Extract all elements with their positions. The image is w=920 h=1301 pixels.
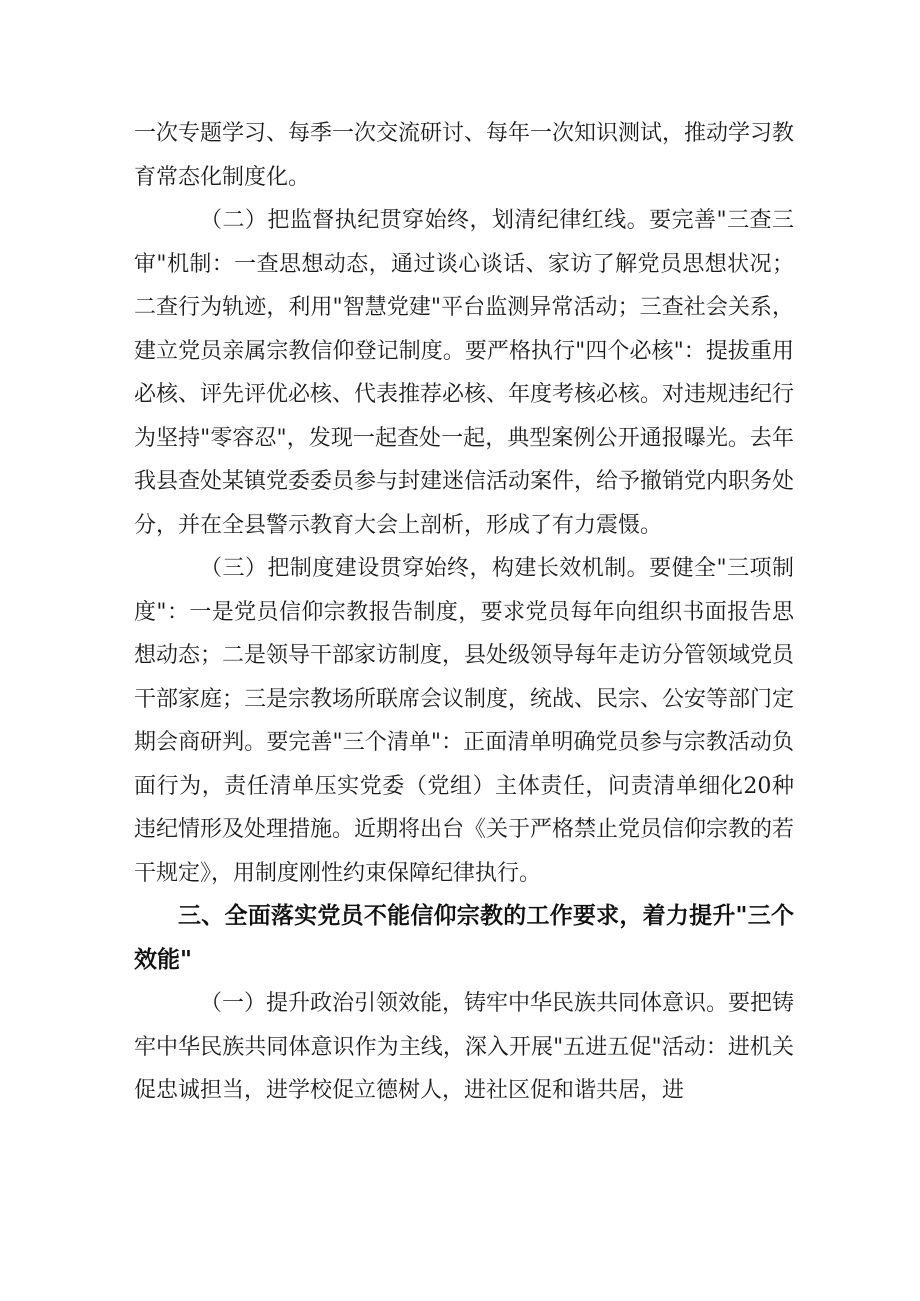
paragraph-continued: 一次专题学习、每季一次交流研讨、每年一次知识测试，推动学习教育常态化制度化。 <box>134 121 795 190</box>
paragraph-supervision: （二）把监督执纪贯穿始终，划清纪律红线。要完善"三查三审"机制：一查思想动态，通过谈心谈话、家访了解党员思想状况；二查行为轨迹，利用"智慧党建"平台监测异常活动；三查社会关系，建立党员亲属宗教信仰登记制度。要严格执行"四个必核"：提拔重用必核、评先评优必核、代表推荐必核、年度考核必核。对违规违纪行为坚持"零容忍"，发现一起查处一起，典型案例公开通报曝光。去年我县查处某镇党委委员参与封建迷信活动案件，给予撤销党内职务处分，并在全县警示教育大会上剖析，形成了有力震慑。 <box>134 208 795 538</box>
document-body <box>134 112 794 1113</box>
section-heading: 三、全面落实党员不能信仰宗教的工作要求，着力提升"三个效能" <box>134 903 794 973</box>
paragraph-political-guidance: （一）提升政治引领效能，铸牢中华民族共同体意识。要把铸牢中华民族共同体意识作为主线，深入开展"五进五促"活动：进机关促忠诚担当，进学校促立德树人，进社区促和谐共居，进 <box>134 991 795 1103</box>
paragraph-system: （三）把制度建设贯穿始终，构建长效机制。要健全"三项制度"：一是党员信仰宗教报告制度，要求党员每年向组织书面报告思想动态；二是领导干部家访制度，县处级领导每年走访分管领域党员干部家庭；三是宗教场所联席会议制度，统战、民宗、公安等部门定期会商研判。要完善"三个清单"：正面清单明确党员参与宗教活动负面行为，责任清单压实党委（党组）主体责任，问责清单细化20种违纪情形及处理措施。近期将出台《关于严格禁止党员信仰宗教的若干规定》，用制度刚性约束保障纪律执行。 <box>134 556 795 886</box>
